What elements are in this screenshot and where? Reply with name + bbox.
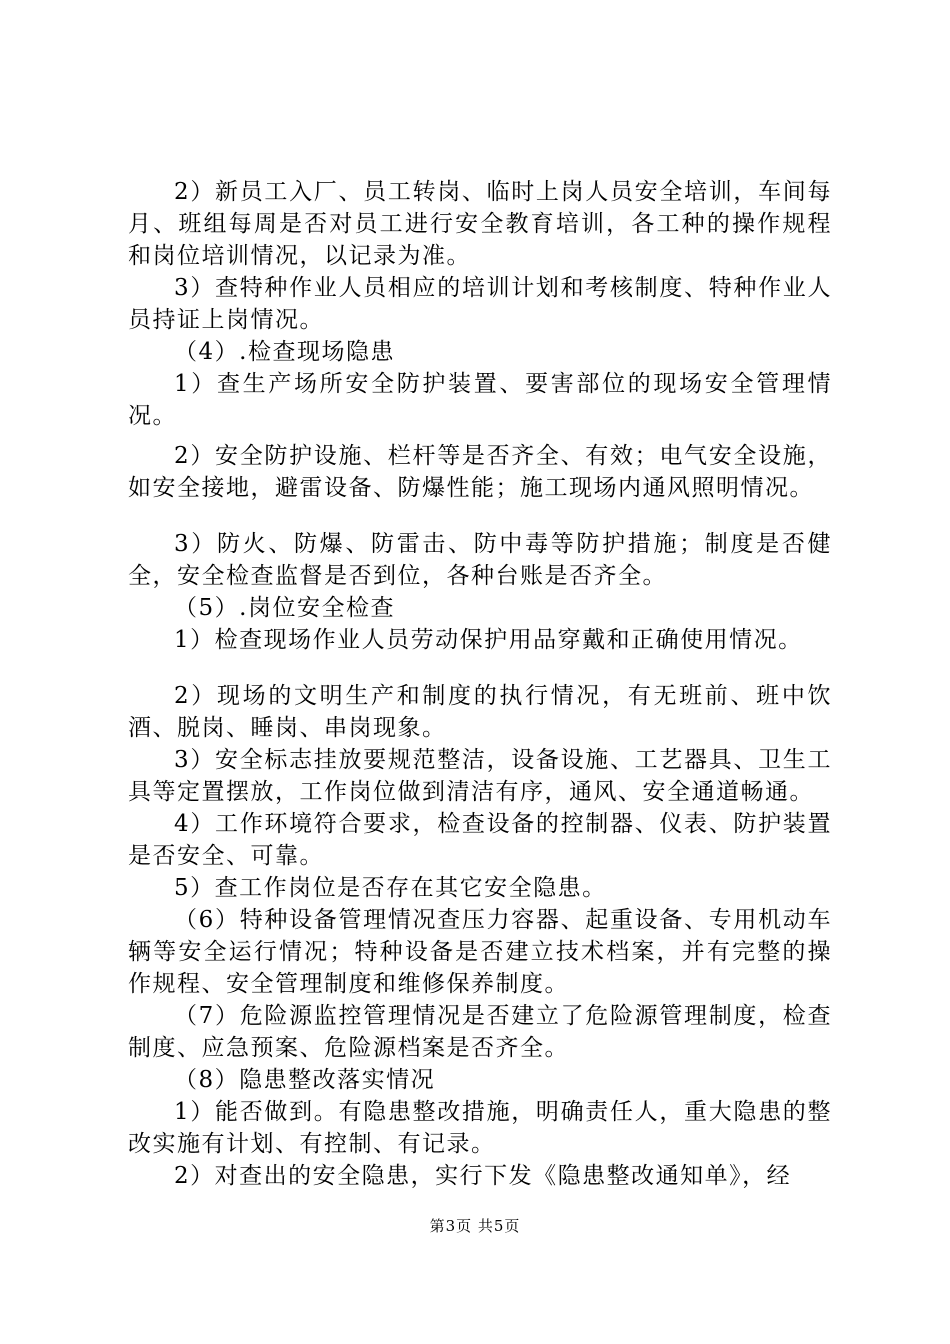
paragraph-rectification-notice: 2）对查出的安全隐患，实行下发《隐患整改通知单》，经: [174, 1163, 792, 1189]
paragraph-rectification-measures: 1）能否做到。有隐患整改措施，明确责任人，重大隐患的整改实施有计划、有控制、有记录。: [128, 1099, 832, 1157]
section-heading-rectification: （8）隐患整改落实情况: [174, 1067, 436, 1093]
section-heading-site-hazards: （4）.检查现场隐患: [174, 339, 395, 365]
page-number-footer: 第3页 共5页: [429, 1217, 521, 1235]
paragraph-other-hazards: 5）查工作岗位是否存在其它安全隐患。: [174, 875, 607, 901]
paragraph-hazard-source: （7）危险源监控管理情况是否建立了危险源管理制度，检查制度、应急预案、危险源档案是否齐全。: [128, 1003, 832, 1061]
paragraph-special-operators: 3）查特种作业人员相应的培训计划和考核制度、特种作业人员持证上岗情况。: [128, 275, 832, 333]
paragraph-special-equipment: （6）特种设备管理情况查压力容器、起重设备、专用机动车辆等安全运行情况；特种设备是否建立技术档案，并有完整的操作规程、安全管理制度和维修保养制度。: [128, 907, 832, 997]
paragraph-work-environment: 4）工作环境符合要求，检查设备的控制器、仪表、防护装置是否安全、可靠。: [128, 811, 832, 869]
paragraph-protective-equipment: 1）检查现场作业人员劳动保护用品穿戴和正确使用情况。: [174, 627, 803, 653]
paragraph-fire-prevention: 3）防火、防爆、防雷击、防中毒等防护措施；制度是否健全，安全检查监督是否到位，各种台账是否齐全。: [128, 531, 832, 589]
document-body: [128, 176, 832, 1192]
paragraph-new-staff-training: 2）新员工入厂、员工转岗、临时上岗人员安全培训，车间每月、班组每周是否对员工进行安全教育培训，各工种的操作规程和岗位培训情况，以记录为准。: [128, 179, 832, 269]
paragraph-civilized-production: 2）现场的文明生产和制度的执行情况，有无班前、班中饮酒、脱岗、睡岗、串岗现象。: [128, 683, 832, 741]
paragraph-safety-signs: 3）安全标志挂放要规范整洁，设备设施、工艺器具、卫生工具等定置摆放，工作岗位做到清洁有序，通风、安全通道畅通。: [128, 747, 832, 805]
section-heading-post-safety: （5）.岗位安全检查: [174, 595, 395, 621]
paragraph-protective-devices: 1）查生产场所安全防护装置、要害部位的现场安全管理情况。: [128, 371, 832, 429]
paragraph-safety-facilities: 2）安全防护设施、栏杆等是否齐全、有效；电气安全设施，如安全接地，避雷设备、防爆性能；施工现场内通风照明情况。: [128, 443, 832, 501]
